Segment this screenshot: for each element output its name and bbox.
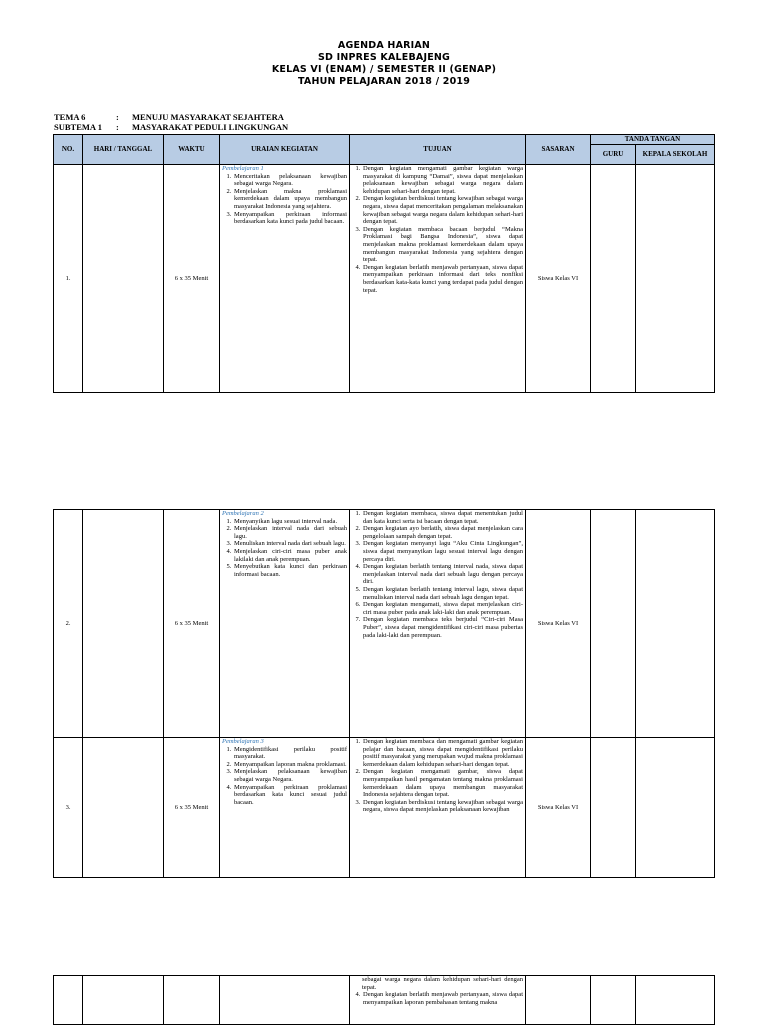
row-kepala-sign: [636, 976, 715, 1025]
row-sasaran: [526, 976, 591, 1025]
row-guru-sign: [591, 510, 636, 738]
tujuan-item: 4. Dengan kegiatan berlatih menjawab pertanyaan, siswa dapat menyampaikan laporan pembahasan tentang makna: [362, 991, 523, 1006]
row-waktu: 6 x 35 Menit: [164, 165, 220, 393]
pembelajaran-label: Pembelajaran 3: [222, 738, 264, 745]
row-hari: [83, 738, 164, 878]
header-school: SD INPRES KALEBAJENG: [317, 52, 451, 63]
subtema-colon: :: [116, 122, 119, 132]
uraian-item: 1. Mengidentifikasi perilaku positif masyarakat.: [233, 746, 347, 761]
tema-value: MENUJU MASYARAKAT SEJAHTERA: [132, 112, 284, 122]
row-sasaran: Siswa Kelas VI: [526, 510, 591, 738]
row-kepala-sign: [636, 510, 715, 738]
tujuan-item: 3. Dengan kegiatan menyanyi lagu “Aku Cinta Lingkungan”, siswa dapat menyanyikan lagu sesuai interval lagu dengan percaya diri.: [362, 540, 523, 563]
header-year: TAHUN PELAJARAN 2018 / 2019: [297, 76, 471, 87]
agenda-table-page-1: [53, 134, 715, 393]
tema-colon: :: [116, 112, 119, 122]
row-tujuan: [350, 976, 526, 1025]
tema-label: TEMA 6: [54, 112, 86, 122]
row-kepala-sign: [636, 165, 715, 393]
tujuan-item: 2. Dengan kegiatan mengamati gambar, siswa dapat menyampaikan hasil pengamatan tentang makna proklamasi kemerdekaan dalam upaya membangun masyarakat Indonesia sejahtera dengan tepat.: [362, 768, 523, 798]
table-row: [54, 738, 715, 878]
tujuan-item: 1. Dengan kegiatan mengamati gambar kegiatan warga masyarakat di kampung “Damai”, siswa dapat menjelaskan pelaksanaan kewajiban sebagai warga negara dalam kehidupan sehari-hari dengan tepat.: [362, 165, 523, 195]
uraian-item: 2. Menjelaskan makna proklamasi kemerdekaan dalam upaya membangun masyarakat Indonesia yang sejahtera.: [233, 188, 347, 211]
col-header-tujuan: TUJUAN: [350, 135, 526, 165]
tujuan-item: 5. Dengan kegiatan berlatih tentang interval lagu, siswa dapat menuliskan interval nada dari sebuah lagu dengan tepat.: [362, 586, 523, 601]
row-no: [54, 976, 83, 1025]
uraian-item: 3. Menuliskan interval nada dari sebuah lagu.: [233, 540, 347, 548]
row-hari: [83, 165, 164, 393]
tujuan-item: 1. Dengan kegiatan membaca, siswa dapat menentukan judul dan kata kunci serta isi bacaan dengan tepat.: [362, 510, 523, 525]
tujuan-continuation: sebagai warga negara dalam kehidupan sehari-hari dengan tepat.: [362, 976, 523, 991]
row-waktu: 6 x 35 Menit: [164, 510, 220, 738]
uraian-item: 4. Menyampaikan perkiraan proklamasi berdasarkan kata kunci sesuai judul bacaan.: [233, 784, 347, 807]
uraian-item: 2. Menjelaskan interval nada dari sebuah lagu.: [233, 525, 347, 540]
row-guru-sign: [591, 976, 636, 1025]
uraian-item: 4. Menjelaskan ciri-ciri masa puber anak lakilaki dan anak perempuan.: [233, 548, 347, 563]
row-waktu: 6 x 35 Menit: [164, 738, 220, 878]
col-header-hari: HARI / TANGGAL: [83, 135, 164, 165]
row-hari: [83, 976, 164, 1025]
document-header: [0, 40, 768, 88]
tujuan-item: 7. Dengan kegiatan membaca teks berjudul “Ciri-ciri Masa Puber”, siswa dapat mengidentifikasi ciri-ciri masa pubertas pada laki-laki dan perempuan.: [362, 616, 523, 639]
tujuan-item: 3. Dengan kegiatan berdiskusi tentang kewajiban sebagai warga negara, siswa dapat menjelaskan pelaksanaan kewajiban: [362, 799, 523, 814]
col-header-uraian: URAIAN KEGIATAN: [220, 135, 350, 165]
row-guru-sign: [591, 738, 636, 878]
tujuan-item: 3. Dengan kegiatan membaca bacaan berjudul “Makna Proklamasi bagi Bangsa Indonesia”, siswa dapat menjelaskan makna proklamasi kemerdekaan dalam upaya membangun masyarakat Indonesia yang sejahtera dengan tepat.: [362, 226, 523, 264]
tujuan-item: 1. Dengan kegiatan membaca dan mengamati gambar kegiatan pelajar dan bacaan, siswa dapat mengidentifikasi perilaku positif masyarakat yang merupakan wujud makna proklamasi kemerdekaan dalam kehidupan sehari-hari dengan tepat.: [362, 738, 523, 768]
row-uraian: [220, 738, 350, 878]
uraian-item: 2. Menyampaikan laporan makna proklamasi.: [233, 761, 347, 769]
uraian-item: 3. Menjelaskan pelaksanaan kewajiban sebagai warga Negara.: [233, 768, 347, 783]
col-header-sasaran: SASARAN: [526, 135, 591, 165]
row-no: 1.: [54, 165, 83, 393]
tema-block: [54, 112, 288, 132]
uraian-item: 5. Menyebutkan kata kunci dan perkiraan informasi bacaan.: [233, 563, 347, 578]
header-title: AGENDA HARIAN: [337, 40, 431, 51]
col-header-tanda-tangan: TANDA TANGAN: [591, 135, 715, 145]
uraian-item: 1. Menceritakan pelaksanaan kewajiban sebagai warga Negara.: [233, 173, 347, 188]
col-header-guru: GURU: [591, 145, 636, 165]
row-uraian: [220, 510, 350, 738]
row-guru-sign: [591, 165, 636, 393]
pembelajaran-label: Pembelajaran 2: [222, 510, 264, 517]
row-hari: [83, 510, 164, 738]
row-sasaran: Siswa Kelas VI: [526, 738, 591, 878]
row-tujuan: [350, 738, 526, 878]
row-uraian: [220, 165, 350, 393]
row-no: 3.: [54, 738, 83, 878]
col-header-kepala: KEPALA SEKOLAH: [636, 145, 715, 165]
agenda-table-page-3: [53, 975, 715, 1025]
subtema-label: SUBTEMA 1: [54, 122, 102, 132]
pembelajaran-label: Pembelajaran 1: [222, 165, 264, 172]
agenda-table-page-2: [53, 509, 715, 878]
col-header-waktu: WAKTU: [164, 135, 220, 165]
row-sasaran: Siswa Kelas VI: [526, 165, 591, 393]
uraian-item: 1. Menyanyikan lagu sesuai interval nada.: [233, 518, 347, 526]
table-row: [54, 165, 715, 393]
table-row: [54, 976, 715, 1025]
row-tujuan: [350, 165, 526, 393]
header-class: KELAS VI (ENAM) / SEMESTER II (GENAP): [271, 64, 497, 75]
row-waktu: [164, 976, 220, 1025]
tujuan-item: 4. Dengan kegiatan berlatih menjawab pertanyaan, siswa dapat menyampaikan perkiraan informasi dari teks nonfiksi berdasarkan kata-kata kunci yang terdapat pada judul dengan tepat.: [362, 264, 523, 294]
col-header-no: NO.: [54, 135, 83, 165]
tujuan-item: 2. Dengan kegiatan ayo berlatih, siswa dapat menjelaskan cara pengelolaan sampah dengan tepat.: [362, 525, 523, 540]
tujuan-item: 2. Dengan kegiatan berdiskusi tentang kewajiban sebagai warga negara, siswa dapat menceritakan pengalaman melaksanakan kewajiban sebagai warga negara dalam kehidupan sehari-hari dengan tepat.: [362, 195, 523, 225]
row-no: 2.: [54, 510, 83, 738]
tujuan-item: 6. Dengan kegiatan mengamati, siswa dapat menjelaskan ciri-ciri masa puber pada anak laki-laki dan anak perempuan.: [362, 601, 523, 616]
row-kepala-sign: [636, 738, 715, 878]
table-row: [54, 510, 715, 738]
subtema-value: MASYARAKAT PEDULI LINGKUNGAN: [132, 122, 289, 132]
uraian-item: 3. Menyampaikan perkiraan informasi berdasarkan kata kunci pada judul bacaan.: [233, 211, 347, 226]
row-tujuan: [350, 510, 526, 738]
tujuan-item: 4. Dengan kegiatan berlatih tentang interval nada, siswa dapat menjelaskan interval nada dari sebuah lagu dengan percaya diri.: [362, 563, 523, 586]
row-uraian: [220, 976, 350, 1025]
